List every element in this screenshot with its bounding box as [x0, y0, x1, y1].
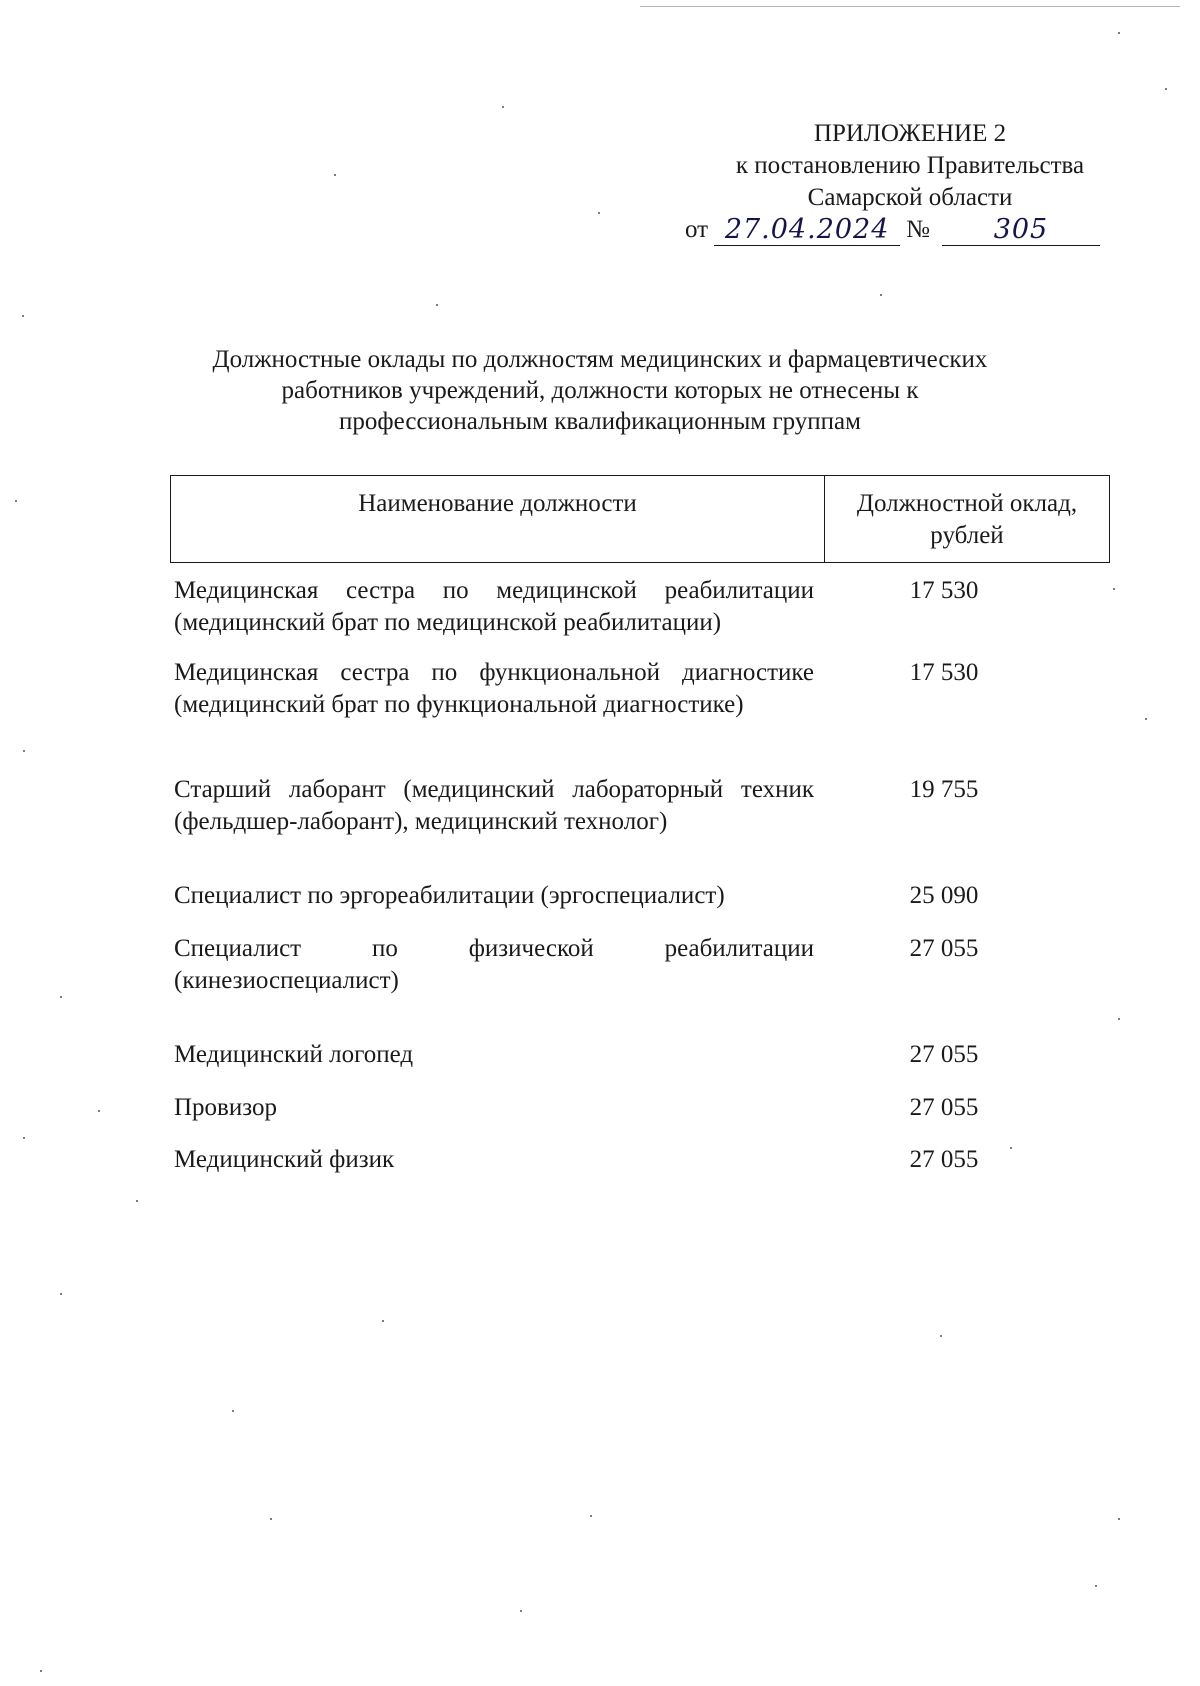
- handwritten-date: 27.04.2024: [714, 215, 900, 246]
- position-name: Специалист по эргореабилитации (эргоспециалист): [174, 882, 725, 909]
- scan-speck: [382, 1320, 384, 1322]
- salary-value: 19 755: [909, 776, 979, 803]
- salary-value: 27 055: [909, 1146, 979, 1173]
- scan-speck: [136, 1200, 138, 1202]
- table-row: [174, 880, 1114, 912]
- number-prefix: №: [906, 216, 930, 243]
- scan-speck: [436, 304, 438, 306]
- date-prefix: от: [685, 216, 709, 243]
- scan-speck: [1118, 1518, 1120, 1520]
- salary-value: 25 090: [909, 882, 979, 909]
- scan-speck: [22, 315, 24, 317]
- table-header: [170, 475, 1110, 563]
- scan-speck: [502, 106, 504, 108]
- appendix-heading: ПРИЛОЖЕНИЕ 2: [813, 120, 1007, 147]
- appendix-block: [685, 118, 1130, 246]
- appendix-line-1: к постановлению Правительства: [735, 152, 1085, 179]
- scan-speck: [60, 996, 62, 998]
- position-name: Медицинская сестра по медицинской реабилитации (медицинский брат по медицинской реабилитации): [174, 577, 814, 636]
- table-row: [174, 1144, 1114, 1176]
- salary-value: 17 530: [909, 577, 979, 604]
- position-name: Провизор: [174, 1094, 277, 1121]
- table-row: [174, 933, 1114, 997]
- scan-speck: [23, 1137, 25, 1139]
- scan-speck: [1010, 1147, 1012, 1149]
- scan-speck: [1145, 718, 1147, 720]
- title-line-3: профессиональным квалификационным группам: [339, 408, 861, 435]
- salary-value: 27 055: [909, 1094, 979, 1121]
- scan-speck: [1118, 32, 1120, 34]
- scan-speck: [590, 1515, 592, 1517]
- table-row: [174, 1092, 1114, 1124]
- scan-speck: [1165, 88, 1167, 90]
- scan-speck: [598, 212, 600, 214]
- header-salary-line-2: рублей: [930, 522, 1004, 549]
- table-row: [174, 1039, 1114, 1071]
- position-name: Медицинский логопед: [174, 1041, 414, 1068]
- table-row: [174, 774, 1114, 838]
- table-row: [174, 575, 1114, 639]
- salary-value: 27 055: [909, 1041, 979, 1068]
- position-name: Медицинская сестра по функциональной диагностике (медицинский брат по функциональной диагностике): [174, 659, 814, 718]
- title-line-2: работников учреждений, должности которых не отнесены к: [281, 377, 919, 404]
- appendix-date-line: [685, 214, 1130, 246]
- scan-speck: [1095, 1585, 1097, 1587]
- appendix-line-2: Самарской области: [807, 184, 1013, 211]
- scan-speck: [880, 294, 882, 296]
- scan-speck: [270, 1518, 272, 1520]
- scan-speck: [1118, 1018, 1120, 1020]
- handwritten-number: 305: [942, 215, 1100, 246]
- scan-speck: [60, 1293, 62, 1295]
- position-name: Медицинский физик: [174, 1146, 395, 1173]
- scan-speck: [334, 174, 336, 176]
- table-row: [174, 657, 1114, 721]
- header-salary: [825, 476, 1109, 562]
- document-title: [150, 344, 1050, 437]
- scan-speck: [40, 1670, 42, 1672]
- scan-edge-line: [640, 6, 1180, 7]
- scan-speck: [98, 1110, 100, 1112]
- scan-speck: [520, 1610, 522, 1612]
- position-name: Специалист по физической реабилитации (кинезиоспециалист): [174, 935, 814, 994]
- salary-value: 17 530: [909, 659, 979, 686]
- scan-speck: [940, 1335, 942, 1337]
- scan-speck: [232, 1410, 234, 1412]
- scan-speck: [1113, 588, 1115, 590]
- salary-value: 27 055: [909, 935, 979, 962]
- title-line-1: Должностные оклады по должностям медицинских и фармацевтических: [212, 346, 988, 373]
- scan-speck: [15, 500, 17, 502]
- header-position-name: Наименование должности: [171, 476, 825, 562]
- position-name: Старший лаборант (медицинский лабораторный техник (фельдшер-лаборант), медицинский технолог): [174, 776, 814, 835]
- header-salary-line-1: Должностной оклад,: [856, 490, 1078, 517]
- scan-speck: [23, 750, 25, 752]
